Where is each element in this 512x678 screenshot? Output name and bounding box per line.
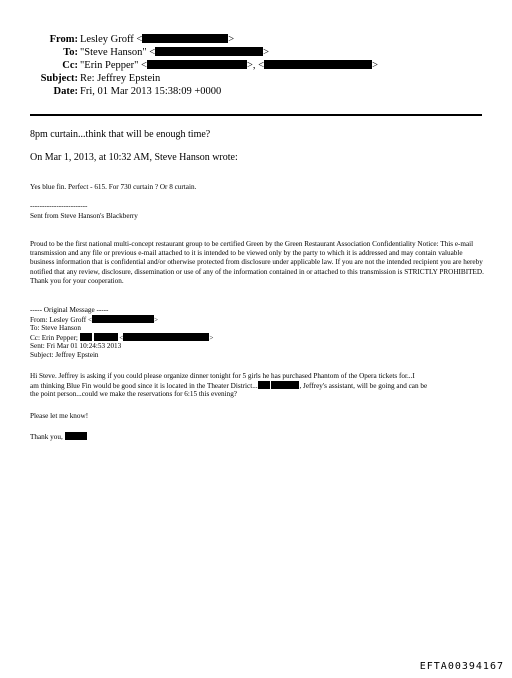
- original-sent: Sent: Fri Mar 01 10:24:53 2013: [30, 342, 122, 350]
- original-cc-close: >: [209, 334, 214, 342]
- redaction-box: [94, 333, 118, 341]
- to-close: >: [263, 47, 270, 58]
- to-label: To:: [63, 47, 78, 58]
- closing-text: Please let me know!: [30, 412, 89, 420]
- original-to: To: Steve Hanson: [30, 324, 81, 332]
- thanks-row: [30, 432, 87, 442]
- reply-text: 8pm curtain...think that will be enough time?: [30, 129, 211, 140]
- lesley-message-line2b: , Jeffrey's assistant, will be going and can be: [299, 382, 428, 390]
- from-label: From:: [49, 34, 78, 45]
- bates-number: EFTA00394167: [419, 661, 504, 672]
- lesley-message-line2a: am thinking Blue Fin would be good since it is located in the Theater District...: [30, 382, 258, 390]
- confidentiality-disclaimer: Proud to be the first national multi-concept restaurant group to be certified Green by the Green Restaurant Association Confidentiality Notice: This e-mail transmission and any file or previous e-mail attached to it is intended to be viewed only by the party to which it is addressed and may contain valuable business information that is confidential and/or otherwise protected from disclosure under applicable law. If you are not the intended recipient you are hereby notified that any review, disclosure, dissemination or use of any of the information contained in or attached to this transmission is STRICTLY PROHIBITED. Thank you for your cooperation.: [30, 240, 484, 285]
- redaction-box: [92, 315, 154, 323]
- to-value: "Steve Hanson" <: [80, 47, 156, 58]
- cc-label: Cc:: [62, 60, 78, 71]
- original-subject: Subject: Jeffrey Epstein: [30, 351, 99, 359]
- signature-dashes: ------------------------: [30, 202, 88, 210]
- redaction-box: [142, 34, 228, 43]
- lesley-message-line3: the point person...could we make the reservations for 6:15 this evening?: [30, 390, 237, 398]
- redaction-box: [271, 381, 299, 389]
- original-cc-lt: <: [119, 334, 124, 342]
- redaction-box: [258, 381, 270, 389]
- signature-sent-from: Sent from Steve Hanson's Blackberry: [30, 212, 138, 220]
- cc-value: "Erin Pepper" <: [80, 60, 147, 71]
- redaction-box: [147, 60, 247, 69]
- redaction-box: [123, 333, 209, 341]
- redaction-box: [65, 432, 87, 440]
- original-message-header: ----- Original Message -----: [30, 306, 109, 314]
- original-from-close: >: [154, 316, 159, 324]
- quote-intro: On Mar 1, 2013, at 10:32 AM, Steve Hanson wrote:: [30, 152, 238, 163]
- redaction-box: [264, 60, 372, 69]
- subject-label: Subject:: [40, 73, 78, 84]
- original-from: From: Lesley Groff <: [30, 316, 93, 324]
- redaction-box: [80, 333, 92, 341]
- from-value: Lesley Groff <: [80, 34, 143, 45]
- steve-message: Yes blue fin. Perfect - 615. For 730 curtain ? Or 8 curtain.: [30, 183, 197, 191]
- original-cc: Cc: Erin Pepper;: [30, 334, 78, 342]
- lesley-message-line1: Hi Steve. Jeffrey is asking if you could please organize dinner tonight for 5 girls he has purchased Phantom of the Opera tickets for...I: [30, 372, 415, 380]
- from-close: >: [228, 34, 235, 45]
- subject-value: Re: Jeffrey Epstein: [80, 73, 161, 84]
- header-divider: [30, 114, 482, 116]
- cc-mid: >, <: [246, 60, 265, 71]
- redaction-box: [155, 47, 263, 56]
- cc-close: >: [372, 60, 378, 71]
- thanks-text: Thank you,: [30, 433, 63, 441]
- date-label: Date:: [53, 86, 78, 97]
- date-value: Fri, 01 Mar 2013 15:38:09 +0000: [80, 86, 222, 97]
